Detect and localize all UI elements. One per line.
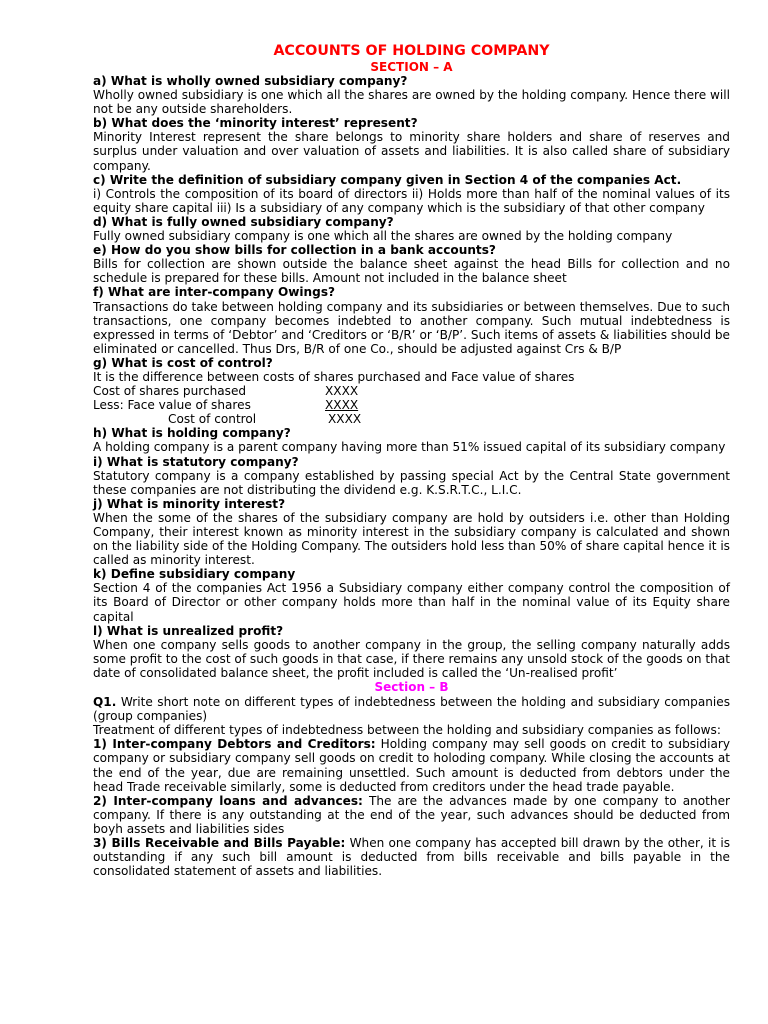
q1-text: Write short note on different types of indebtedness between the holding and subsidiary companies (group companies) [93,695,730,724]
point-heading: 1) Inter-company Debtors and Creditors: [93,737,376,752]
cost-control-row-2 [93,398,730,412]
cost-control-value: XXXX [325,398,359,413]
question-l: l) What is unrealized profit? [93,623,284,638]
question-f: f) What are inter-company Owings? [93,285,336,300]
answer-f: Transactions do take between holding company and its subsidiaries or between themselves. Due to such transactions, one company becomes indebted to another company. Such mutual indebtedness is expressed in terms of ‘Debtor’ and ‘Creditors or ‘B/R’ or ‘B/P’. Such items of assets & liabilities should be eliminated or cancelled. Thus Drs, B/R of one Co., should be adjusted against Crs & B/P [93,299,730,356]
question-j: j) What is minority interest? [93,496,286,511]
document-page [93,42,730,878]
section-b-heading: Section – B [374,680,449,695]
question-a: a) What is wholly owned subsidiary company? [93,74,408,88]
section-a-heading: SECTION – A [370,60,453,74]
cost-control-row-3 [93,412,730,426]
cost-control-label: Less: Face value of shares [93,398,251,413]
answer-e: Bills for collection are shown outside the balance sheet against the head Bills for collection and no schedule is prepared for these bills. Amount not included in the balance sheet [93,257,730,286]
answer-d: Fully owned subsidiary company is one which all the shares are owned by the holding company [93,229,673,244]
point-3 [93,836,730,878]
answer-g: It is the difference between costs of shares purchased and Face value of shares [93,369,575,384]
question-b: b) What does the ‘minority interest’ represent? [93,116,418,131]
question-i: i) What is statutory company? [93,454,299,469]
answer-h: A holding company is a parent company having more than 51% issued capital of its subsidiary company [93,440,726,455]
q1-intro: Treatment of different types of indebtedness between the holding and subsidiary companies as follows: [93,723,721,738]
point-heading: 3) Bills Receivable and Bills Payable: [93,835,346,850]
question-h: h) What is holding company? [93,426,291,441]
answer-k: Section 4 of the companies Act 1956 a Subsidiary company either company control the composition of its Board of Director or other company holds more than half in the nominal value of its Equity share capital [93,581,730,624]
point-2 [93,794,730,836]
q1-label: Q1. [93,695,117,710]
cost-control-label: Cost of shares purchased [93,384,247,399]
cost-control-value: XXXX [328,412,362,427]
point-1 [93,737,730,793]
answer-i: Statutory company is a company established by passing special Act by the Central State government these companies are not distributing the dividend e.g. K.S.R.T.C., L.I.C. [93,468,730,497]
cost-control-row-1 [93,384,730,398]
q1-question [93,695,730,723]
cost-control-label: Cost of control [168,412,257,427]
answer-a: Wholly owned subsidiary is one which all the shares are owned by the holding company. Hence there will not be any outside shareholders. [93,88,730,117]
cost-control-value: XXXX [325,384,359,399]
point-body: When one company has accepted bill drawn by the other, it is outstanding if any such bill amount is deducted from bills receivable and bills payable in the consolidated statement of assets and liabilities. [93,835,730,879]
answer-b: Minority Interest represent the share belongs to minority share holders and share of reserves and surplus under valuation and over valuation of assets and liabilities. It is also called share of subsidiary company. [93,130,730,173]
point-body: Holding company may sell goods on credit to subsidiary company or subsidiary company sell goods on credit to holoding company. While closing the accounts at the end of the year, due are remaining unsettled. Such amount is deducted from debtors under the head Trade receivable similarly, some is deducted from creditors under the head trade payable. [93,737,730,794]
question-e: e) How do you show bills for collection in a bank accounts? [93,243,496,258]
point-body: The are the advances made by one company to another company. If there is any outstanding at the end of the year, such advances should be deducted from boyh assets and liabilities sides [93,793,731,836]
question-c: c) Write the definition of subsidiary company given in Section 4 of the companies Act. [93,172,682,187]
answer-c: i) Controls the composition of its board of directors ii) Holds more than half of the nominal values of its equity share capital iii) Is a subsidiary of any company which is the subsidiary of that other company [93,186,730,215]
page-title: ACCOUNTS OF HOLDING COMPANY [273,43,550,59]
answer-l: When one company sells goods to another company in the group, the selling company naturally adds some profit to the cost of such goods in that case, if there remains any unsold stock of the goods on that date of consolidated balance sheet, the profit included is called the ‘Un-realised profit’ [93,637,730,680]
question-k: k) Define subsidiary company [93,567,296,582]
question-g: g) What is cost of control? [93,355,273,370]
point-heading: 2) Inter-company loans and advances: [93,793,363,808]
answer-j: When the some of the shares of the subsidiary company are hold by outsiders i.e. other than Holding Company, their interest known as minority interest in the subsidiary company is calculated and shown on the liability side of the Holding Company. The outsiders hold less than 50% of share capital hence it is called as minority interest. [93,510,730,568]
question-d: d) What is fully owned subsidiary company? [93,214,394,229]
